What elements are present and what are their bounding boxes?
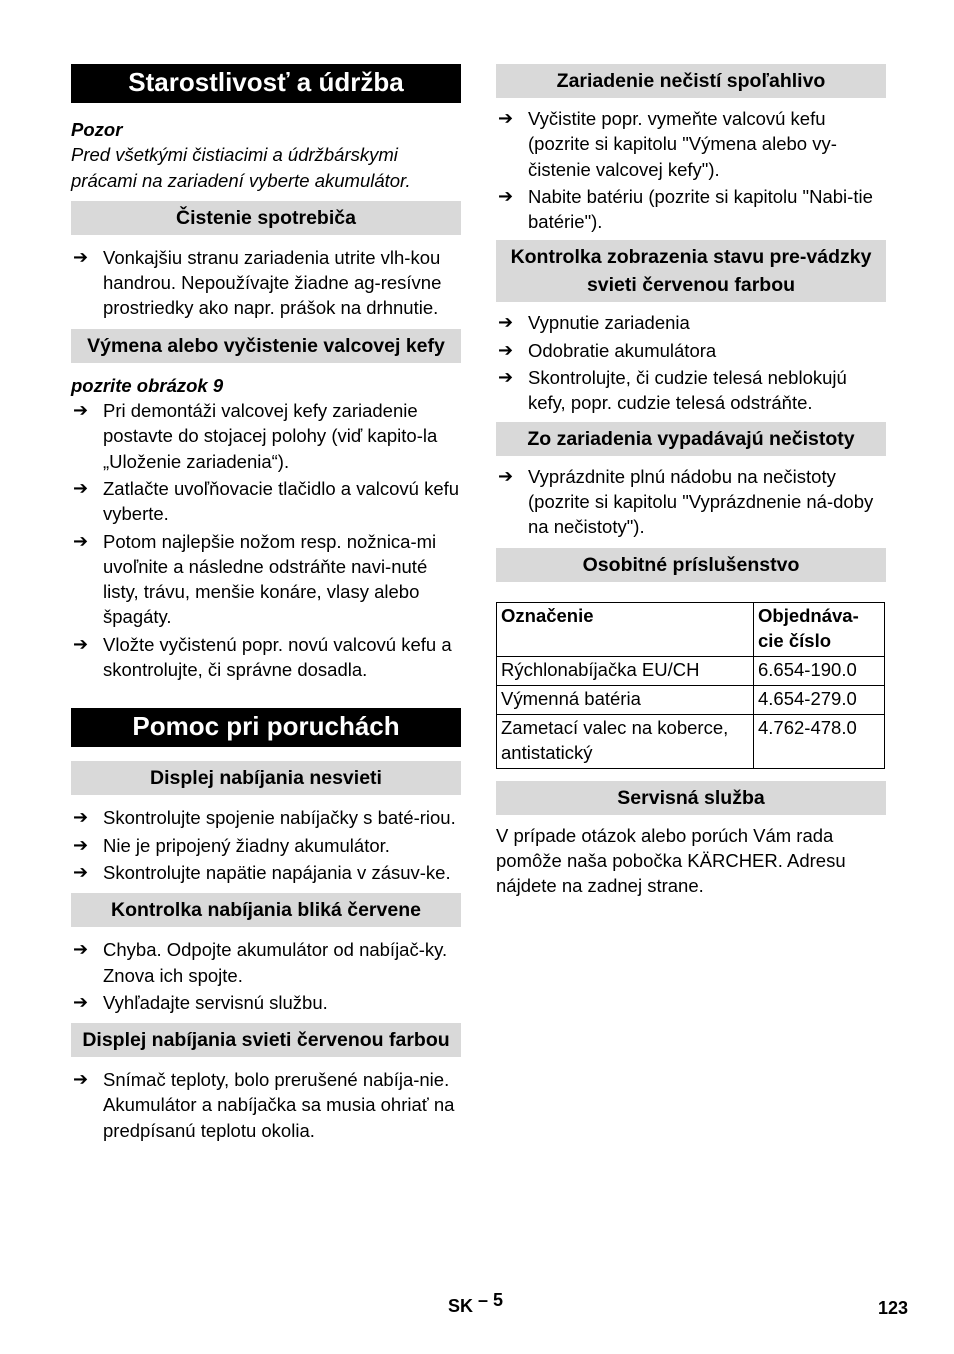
list-item: ➔ Skontrolujte, či cudzie telesá neblokujú kefy, popr. cudzie telesá odstráňte. bbox=[498, 367, 847, 414]
cleaning-list bbox=[71, 245, 461, 321]
arrow-right-icon: ➔ bbox=[498, 339, 514, 361]
page-number: 123 bbox=[878, 1298, 909, 1318]
right-column bbox=[496, 64, 886, 898]
arrow-right-icon: ➔ bbox=[73, 834, 89, 856]
list-item: ➔ Nabite batériu (pozrite si kapitolu "Nabi-tie batérie"). bbox=[498, 185, 873, 233]
dirt-falls-list bbox=[496, 464, 886, 540]
list-item: ➔ Odobratie akumulátora bbox=[496, 338, 886, 363]
status-red-list bbox=[496, 310, 886, 415]
arrow-right-icon: ➔ bbox=[73, 991, 89, 1013]
heading-cleaning: Čistenie spotrebiča bbox=[71, 201, 461, 235]
accessories-table bbox=[496, 602, 885, 769]
arrow-right-icon: ➔ bbox=[73, 530, 89, 552]
list-item: ➔ Skontrolujte spojenie nabíjačky s baté-riou. bbox=[71, 805, 461, 830]
left-column bbox=[71, 64, 461, 1145]
figure-reference: pozrite obrázok 9 bbox=[71, 374, 224, 396]
footer-language: SK – 5 bbox=[448, 1290, 504, 1316]
list-item: ➔ Nie je pripojený žiadny akumulátor. bbox=[71, 833, 461, 858]
arrow-right-icon: ➔ bbox=[73, 861, 89, 883]
heading-display-off: Displej nabíjania nesvieti bbox=[71, 761, 461, 795]
list-item: ➔ Vyprázdnite plnú nádobu na nečistoty (pozrite si kapitolu "Vyprázdnenie ná-doby na nečistoty"). bbox=[498, 465, 874, 538]
heading-blinks-red: Kontrolka nabíjania bliká červene bbox=[71, 893, 461, 927]
display-off-list bbox=[71, 805, 461, 885]
arrow-right-icon: ➔ bbox=[73, 477, 89, 499]
list-item: ➔ Snímač teploty, bolo prerušené nabíja-nie. Akumulátor a nabíjačka sa musia ohriať na predpísanú teplotu okolia. bbox=[73, 1069, 455, 1141]
list-item: ➔ Vonkajšiu stranu zariadenia utrite vlh-kou handrou. Nepoužívajte žiadne ag-resívne prostriedky ako napr. prášok na drhnutie. bbox=[73, 246, 442, 319]
heading-lights-red: Displej nabíjania svieti červenou farbou bbox=[71, 1023, 461, 1057]
arrow-right-icon: ➔ bbox=[498, 185, 514, 207]
table-row: Zametací valec na koberce, antistatický 4.762-478.0 bbox=[497, 714, 885, 768]
list-item: ➔ Vyhľadajte servisnú službu. bbox=[71, 990, 461, 1015]
list-item: ➔ Vložte vyčistenú popr. novú valcovú kefu a skontrolujte, či správne dosadla. bbox=[73, 633, 452, 681]
heading-accessories: Osobitné príslušenstvo bbox=[496, 548, 886, 582]
service-text: V prípade otázok alebo porúch Vám rada pomôže naša pobočka KÄRCHER. Adresu nájdete na zadnej strane. bbox=[496, 824, 846, 897]
list-item: ➔ Pri demontáži valcovej kefy zariadenie postavte do stojacej polohy (viď kapito-la „Uloženie zariadenia“). bbox=[73, 400, 438, 472]
heading-not-clean: Zariadenie nečistí spoľahlivo bbox=[496, 64, 886, 98]
list-item: ➔ Vyčistite popr. vymeňte valcovú kefu (pozrite si kapitolu "Výmena alebo vy-čistenie valcovej kefy"). bbox=[498, 108, 837, 180]
blinks-red-list bbox=[71, 937, 461, 1015]
list-item: ➔ Skontrolujte napätie napájania v zásuv-ke. bbox=[71, 860, 461, 885]
arrow-right-icon: ➔ bbox=[73, 807, 89, 829]
heading-service: Servisná služba bbox=[496, 781, 886, 815]
section-title-care: Starostlivosť a údržba bbox=[71, 64, 461, 103]
heading-status-red: Kontrolka zobrazenia stavu pre-vádzky svieti červenou farbou bbox=[496, 240, 886, 302]
list-item: ➔ Potom najlepšie nožom resp. nožnica-mi uvoľnite a následne odstráňte navi-nuté listy, trávu, menšie konáre, vlasy alebo špagáty. bbox=[73, 530, 437, 628]
lights-red-list bbox=[71, 1067, 461, 1143]
list-item: ➔ Zatlačte uvoľňovacie tlačidlo a valcovú kefu vyberte. bbox=[73, 477, 460, 525]
heading-brush: Výmena alebo vyčistenie valcovej kefy bbox=[71, 329, 461, 363]
column-header-name: Označenie bbox=[497, 602, 754, 656]
heading-dirt-falls: Zo zariadenia vypadávajú nečistoty bbox=[496, 422, 886, 456]
arrow-right-icon: ➔ bbox=[73, 246, 89, 268]
caution-label: Pozor bbox=[71, 119, 123, 140]
arrow-right-icon: ➔ bbox=[73, 633, 89, 655]
list-item: ➔ Vypnutie zariadenia bbox=[496, 310, 886, 335]
arrow-right-icon: ➔ bbox=[498, 312, 514, 334]
arrow-right-icon: ➔ bbox=[73, 400, 89, 422]
arrow-right-icon: ➔ bbox=[498, 108, 514, 129]
table-row: Výmenná batéria 4.654-279.0 bbox=[497, 685, 885, 714]
table-header-row bbox=[497, 602, 885, 656]
arrow-right-icon: ➔ bbox=[498, 465, 514, 487]
arrow-right-icon: ➔ bbox=[73, 1069, 89, 1091]
section-title-troubleshooting: Pomoc pri poruchách bbox=[71, 708, 461, 747]
brush-list bbox=[71, 398, 461, 682]
arrow-right-icon: ➔ bbox=[73, 939, 89, 961]
not-clean-list bbox=[496, 106, 886, 234]
column-header-number: Objednáva-cie číslo bbox=[754, 602, 885, 656]
table-row: Rýchlonabíjačka EU/CH 6.654-190.0 bbox=[497, 656, 885, 685]
list-item: ➔ Chyba. Odpojte akumulátor od nabíjač-ky. Znova ich spojte. bbox=[73, 939, 448, 986]
caution-text: Pred všetkými čistiacimi a údržbárskymi prácami na zariadení vyberte akumulátor. bbox=[71, 144, 411, 191]
arrow-right-icon: ➔ bbox=[498, 367, 514, 389]
